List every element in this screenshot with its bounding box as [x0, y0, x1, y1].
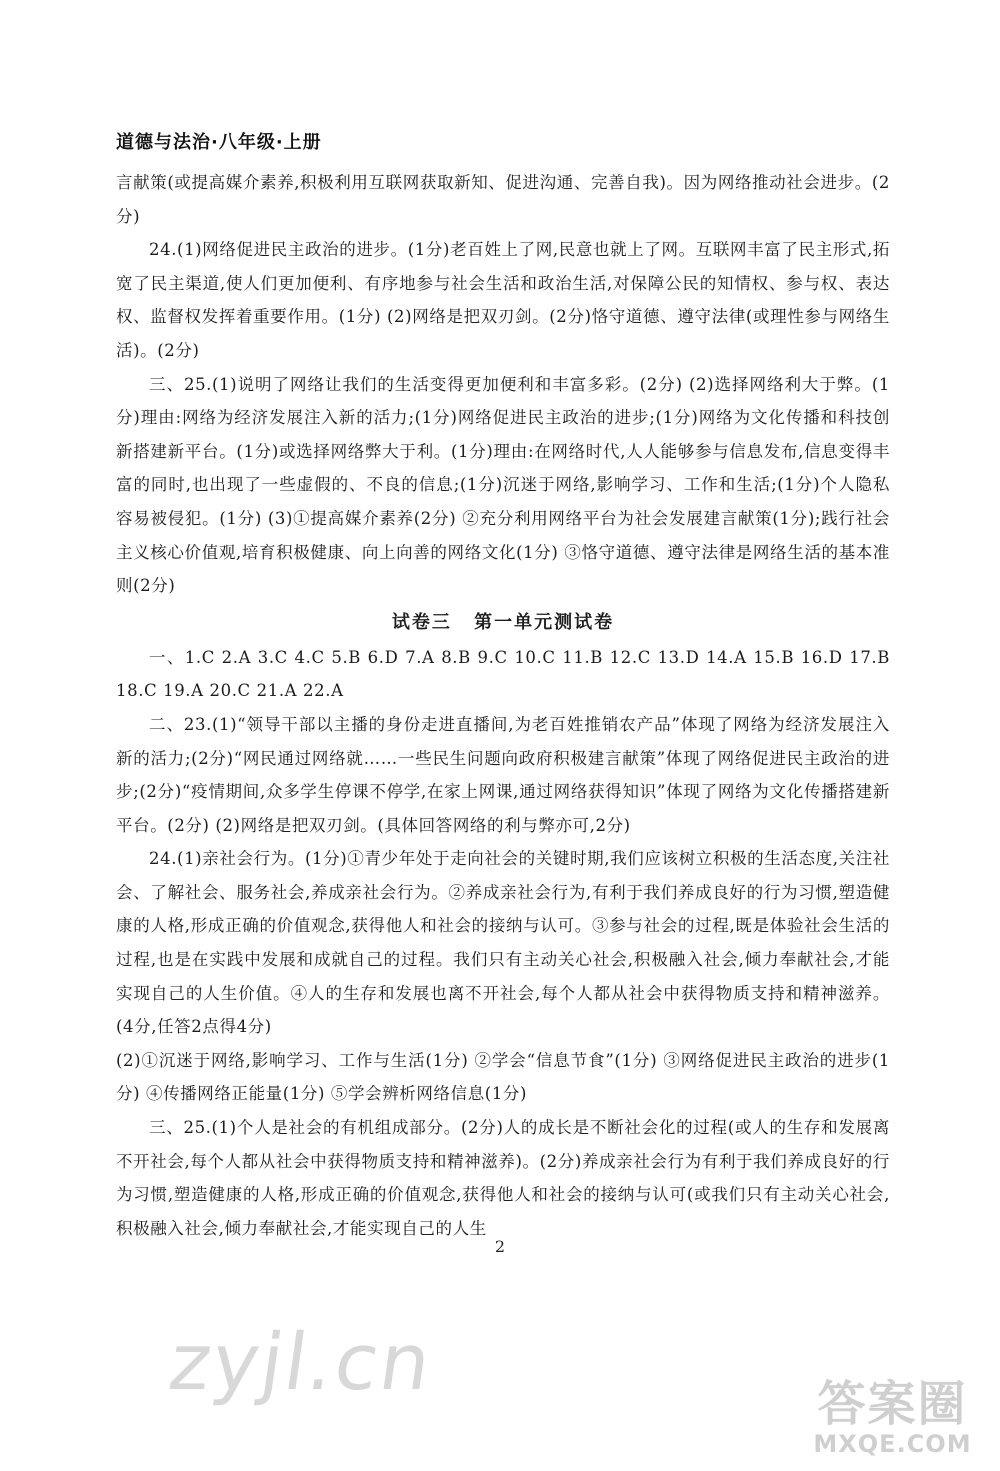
page-header: 道德与法治·八年级·上册 — [116, 132, 322, 153]
paragraph-q25: 三、25.(1)说明了网络让我们的生活变得更加便利和丰富多彩。(2分) (2)选择网络利大于弊。(1分)理由:网络为经济发展注入新的活力;(1分)网络促进民主政治的进步;(1分)网络为文化传播和科技创新搭建新平台。(1分)或选择网络弊大于利。(1分)理由:在网络时代,人人能够参与信息发布,信息变得丰富的同时,也出现了一些虚假的、不良的信息;(1分)沉迷于网络,影响学习、工作和生活;(1分)个人隐私容易被侵犯。(1分) (3)①提高媒介素养(2分) ②充分利用网络平台为社会发展建言献策(1分);践行社会主义核心价值观,培育积极健康、向上向善的网络文化(1分) ③恪守道德、遵守法律是网络生活的基本准则(2分) — [116, 374, 890, 596]
paragraph-q25-part1: 三、25.(1)个人是社会的有机组成部分。(2分)人的成长是不断社会化的过程(或人的生存和发展离不开社会,每个人都从社会中获得物质支持和精神滋养)。(2分)养成亲社会行为有利于我们养成良好的行为习惯,塑造健康的人格,形成正确的价值观念,获得他人和社会的接纳与认可(或我们只有主动关心社会,积极融入社会,倾力奉献社会,才能实现自己的人生 — [116, 1118, 890, 1238]
page-number: 2 — [494, 1237, 506, 1256]
paragraph-q23: 二、23.(1)“领导干部以主播的身份走进直播间,为老百姓推销农产品”体现了网络为经济发展注入新的活力;(2分)“网民通过网络就……一些民生问题向政府积极建言献策”体现了网络促进民主政治的进步;(2分)“疫情期间,众多学生停课不停学,在家上网课,通过网络获得知识”体现了网络为文化传播搭建新平台。(2分) (2)网络是把双刃剑。(具体回答网络的利与弊亦可,2分) — [116, 714, 890, 835]
paragraph-continuation: 言献策(或提高媒介素养,积极利用互联网获取新知、促进沟通、完善自我)。因为网络推动社会进步。(2分) — [116, 173, 890, 226]
watermark-right — [800, 1378, 985, 1458]
watermark-domain: MXQE.COM — [813, 1430, 972, 1458]
watermark-logo-text: 答案圈 — [817, 1376, 968, 1432]
paragraph-q24-part1: 24.(1)亲社会行为。(1分)①青少年处于走向社会的关键时期,我们应该树立积极的生活态度,关注社会、了解社会、服务社会,养成亲社会行为。②养成亲社会行为,有利于我们养成良好的行为习惯,塑造健康的人格,形成正确的价值观念,获得他人和社会的接纳与认可。③参与社会的过程,既是体验社会生活的过程,也是在实践中发展和成就自己的过程。我们只有主动关心社会,积极融入社会,倾力奉献社会,才能实现自己的人生价值。④人的生存和发展也离不开社会,每个人都从社会中获得物质支持和精神滋养。(4分,任答2点得4分) — [116, 849, 890, 1037]
watermark-left: zyjl.cn — [163, 1318, 438, 1408]
paragraph-q24: 24.(1)网络促进民主政治的进步。(1分)老百姓上了网,民意也就上了网。互联网丰富了民主形式,拓宽了民主渠道,使人们更加便利、有序地参与社会生活和政治生活,对保障公民的知情权、参与权、表达权、监督权发挥着重要作用。(1分) (2)网络是把双刃剑。(2分)恪守道德、遵守法律(或理性参与网络生活)。(2分) — [116, 240, 890, 360]
paragraph-q24-part2: (2)①沉迷于网络,影响学习、工作与生活(1分) ②学会“信息节食”(1分) ③网络促进民主政治的进步(1分) ④传播网络正能量(1分) ⑤学会辨析网络信息(1分) — [116, 1050, 890, 1104]
section-title: 试卷三 第一单元测试卷 — [391, 611, 615, 633]
answer-body — [116, 166, 890, 1245]
paragraph-choice-answers: 一、1.C 2.A 3.C 4.C 5.B 6.D 7.A 8.B 9.C 10.C 11.B 12.C 13.D 14.A 15.B 16.D 17.B 18.C 19.A 20.C 21.A 22.A — [116, 647, 890, 701]
